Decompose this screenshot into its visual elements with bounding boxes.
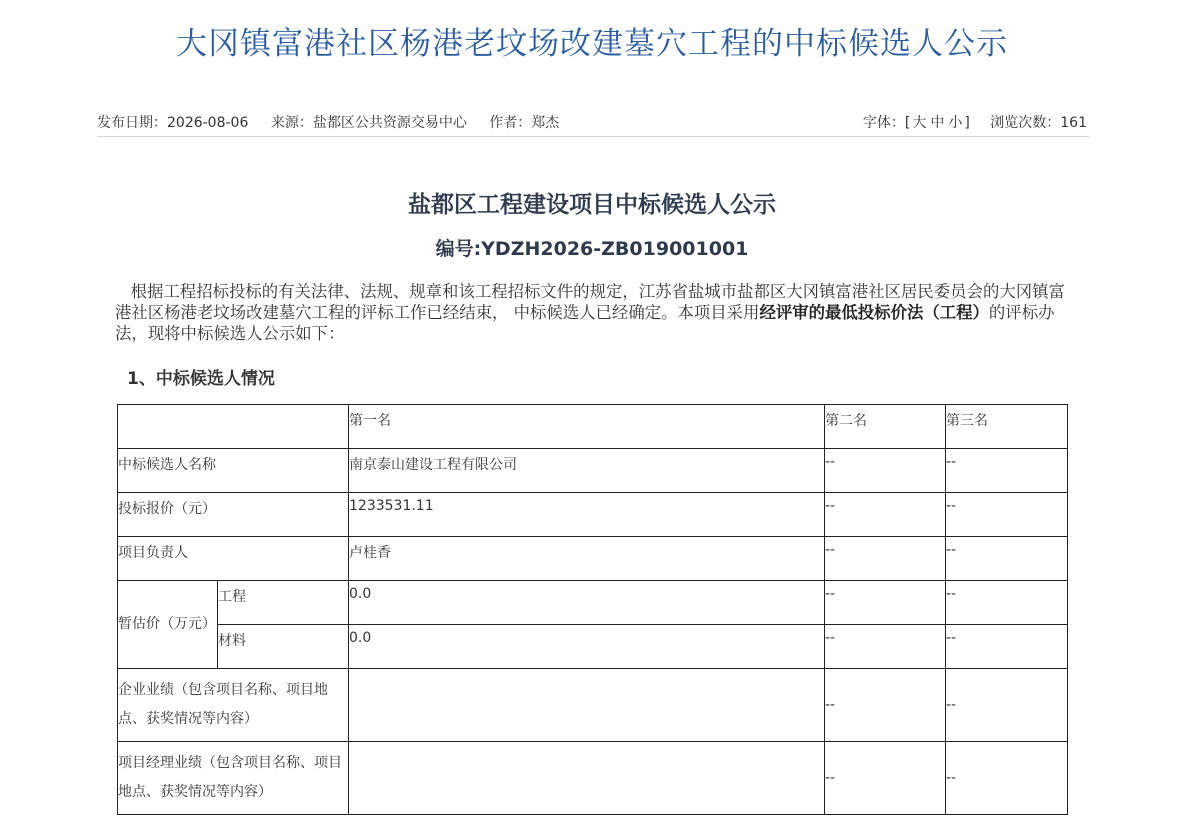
author: 作者：郑杰 [489, 115, 560, 131]
source: 来源：盐都区公共资源交易中心 [270, 115, 467, 131]
table-row [118, 537, 1068, 581]
meta-right [863, 112, 1087, 132]
meta-left [97, 112, 577, 132]
section-title: 1、中标候选人情况 [127, 369, 275, 389]
table-cell: -- [946, 537, 1068, 581]
font-size-bracket: ] [964, 115, 970, 131]
table-row [118, 625, 1068, 669]
table-cell: -- [825, 625, 946, 669]
table-cell: 南京泰山建设工程有限公司 [349, 449, 825, 493]
table-row [118, 669, 1068, 742]
header-cell-first: 第一名 [349, 405, 825, 449]
intro-text-1: 根据工程招标投标的有关法律、法规、规章和该工程招标文件的规定，江苏省盐城市盐都区大冈镇富港社区居民委员会的大冈镇富港社区杨港老坟场改建墓穴工程的评标工作已经结束， 中标候选人已经确定。本项目采用 [115, 282, 1065, 322]
page-title: 大冈镇富港社区杨港老坟场改建墓穴工程的中标候选人公示 [176, 26, 1008, 62]
publish-date: 发布日期：2026-08-06 [97, 115, 249, 131]
sub-row-label: 材料 [218, 625, 349, 669]
table-cell: -- [946, 625, 1068, 669]
font-size-medium-link[interactable]: 中 [930, 115, 945, 131]
font-size-label: 字体：[ [862, 115, 911, 131]
font-size-small-link[interactable]: 小 [948, 115, 963, 131]
table-row [118, 742, 1068, 815]
table-cell: -- [946, 449, 1068, 493]
sub-row-label: 工程 [218, 581, 349, 625]
table-cell: -- [946, 493, 1068, 537]
table-cell: -- [825, 669, 946, 742]
evaluation-method: 经评审的最低投标价法（工程） [759, 303, 989, 322]
candidate-table [117, 404, 1068, 815]
header-cell-second: 第二名 [825, 405, 946, 449]
header-cell-empty [118, 405, 349, 449]
table-cell [349, 742, 825, 815]
row-label-provisional: 暂估价（万元） [118, 581, 218, 669]
view-count: 浏览次数：161 [990, 115, 1087, 131]
row-label: 中标候选人名称 [118, 449, 349, 493]
table-row [118, 581, 1068, 625]
table-cell: 0.0 [349, 625, 825, 669]
table-cell: 卢桂香 [349, 537, 825, 581]
table-row [118, 493, 1068, 537]
table-header-row [118, 405, 1068, 449]
row-label: 投标报价（元） [118, 493, 349, 537]
font-size-large-link[interactable]: 大 [912, 115, 927, 131]
table-cell: -- [825, 493, 946, 537]
row-label: 企业业绩（包含项目名称、项目地点、获奖情况等内容） [118, 669, 349, 742]
table-cell: -- [946, 742, 1068, 815]
row-label: 项目经理业绩（包含项目名称、项目地点、获奖情况等内容） [118, 742, 349, 815]
table-cell [349, 669, 825, 742]
intro-paragraph [115, 281, 1070, 344]
table-row [118, 449, 1068, 493]
table-cell: -- [825, 537, 946, 581]
table-cell: 0.0 [349, 581, 825, 625]
table-cell: -- [825, 581, 946, 625]
table-cell: 1233531.11 [349, 493, 825, 537]
table-cell: -- [946, 581, 1068, 625]
header-cell-third: 第三名 [946, 405, 1068, 449]
article-meta-bar [97, 110, 1089, 137]
row-label: 项目负责人 [118, 537, 349, 581]
table-cell: -- [946, 669, 1068, 742]
document-heading: 盐都区工程建设项目中标候选人公示 [408, 192, 776, 218]
table-cell: -- [825, 742, 946, 815]
table-cell: -- [825, 449, 946, 493]
intro-text-2: 的评标办法，现将中标候选人公示如下： [115, 303, 1055, 343]
document-number: 编号:YDZH2026-ZB019001001 [435, 238, 749, 260]
